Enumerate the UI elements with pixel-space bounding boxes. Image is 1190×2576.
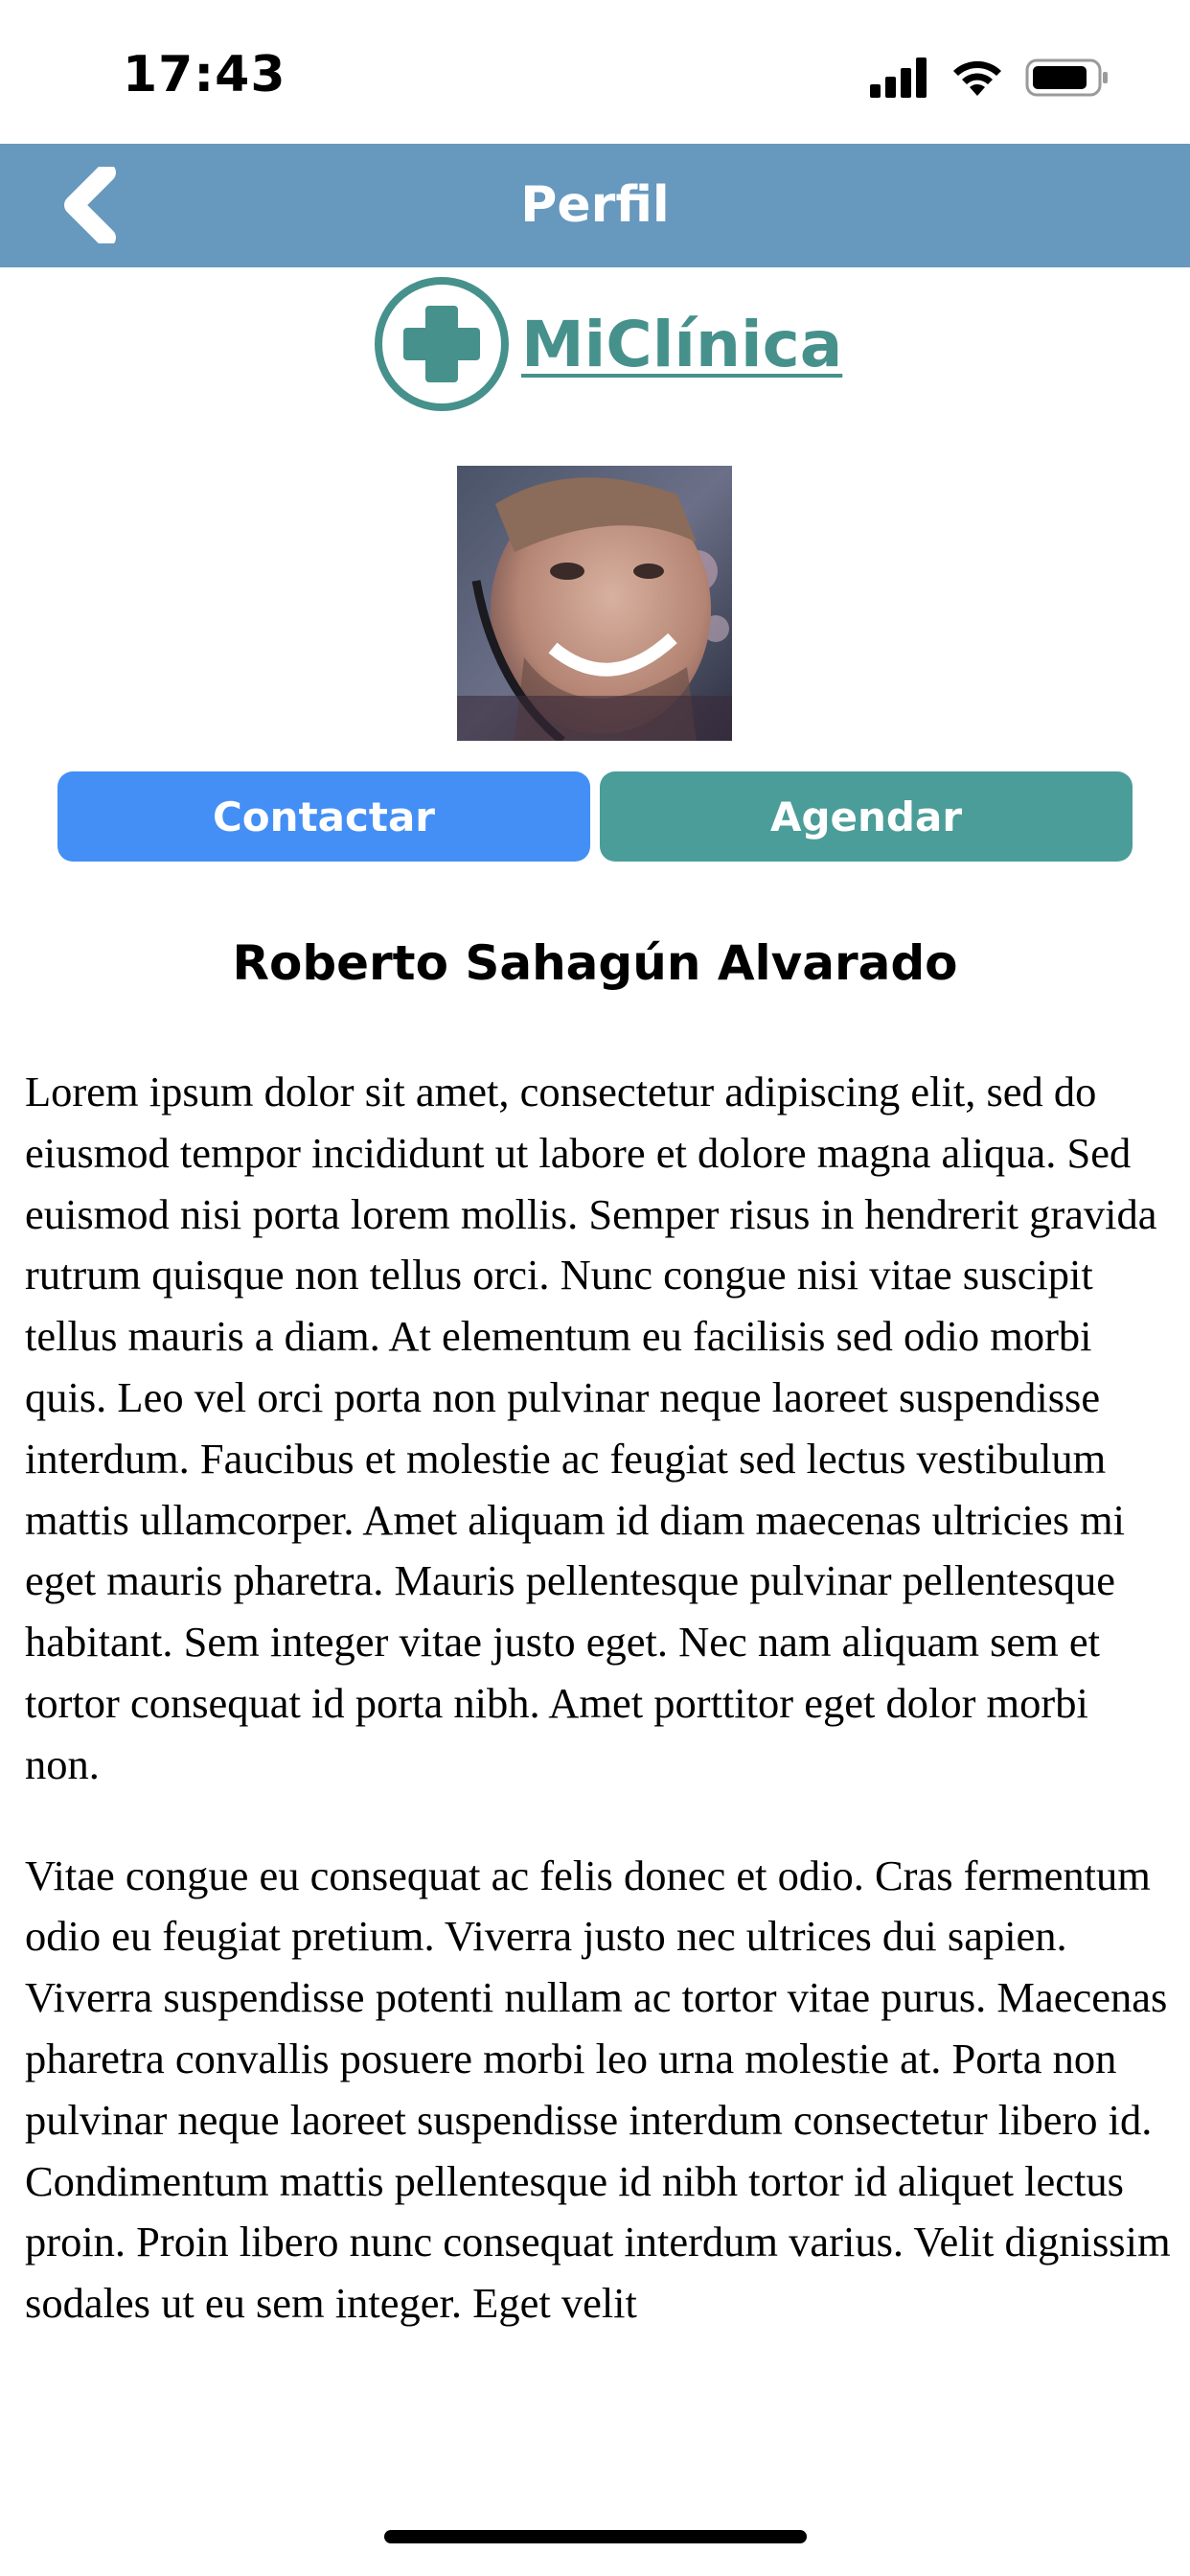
- contact-button[interactable]: Contactar: [57, 771, 590, 862]
- bio-text: [25, 1062, 1171, 2461]
- back-button[interactable]: [54, 165, 130, 245]
- clinic-name: MiClínica: [521, 307, 843, 381]
- medical-cross-icon: [372, 274, 512, 414]
- status-time: 17:43: [123, 46, 286, 104]
- doctor-photo: [457, 466, 732, 741]
- wifi-icon: [950, 58, 1004, 98]
- clinic-logo[interactable]: [372, 274, 842, 414]
- battery-icon: [1025, 58, 1110, 98]
- schedule-button[interactable]: Agendar: [600, 771, 1133, 862]
- bio-paragraph: Lorem ipsum dolor sit amet, consectetur adipiscing elit, sed do eiusmod tempor incididunt ut labore et dolore magna aliqua. Sed euismod nisi porta lorem mollis. Semper risus in hendrerit gravida rutrum quisque non tellus orci. Nunc congue nisi vitae suscipit tellus mauris a diam. At elementum eu facilisis sed odio morbi quis. Leo vel orci porta non pulvinar neque laoreet suspendisse interdum. Faucibus et molestie ac feugiat sed lectus vestibulum mattis ullamcorper. Amet aliquam id diam maecenas ultricies mi eget mauris pharetra. Mauris pellentesque pulvinar pellentesque habitant. Sem integer vitae justo eget. Nec nam aliquam sem et tortor consequat id porta nibh. Amet porttitor eget dolor morbi non.: [25, 1068, 1157, 1788]
- bio-paragraph: Vitae congue eu consequat ac felis donec et odio. Cras fermentum odio eu feugiat pretium. Viverra justo nec ultrices dui sapien. Viverra suspendisse potenti nullam ac tortor vitae purus. Maecenas pharetra convallis posuere morbi leo urna molestie at. Porta non pulvinar neque laoreet suspendisse interdum consectetur libero id. Condimentum mattis pellentesque id nibh tortor id aliquet lectus proin. Proin libero nunc consequat interdum varius. Velit dignissim sodales ut eu sem integer. Eget velit: [25, 1851, 1171, 2328]
- page-title: Perfil: [520, 176, 670, 234]
- home-indicator[interactable]: [384, 2530, 807, 2543]
- chevron-left-icon: [62, 167, 122, 243]
- status-icons: [870, 56, 1110, 100]
- signal-icon: [870, 58, 929, 98]
- nav-bar: [0, 144, 1190, 267]
- status-bar: [0, 0, 1190, 144]
- doctor-name: Roberto Sahagún Alvarado: [232, 935, 958, 991]
